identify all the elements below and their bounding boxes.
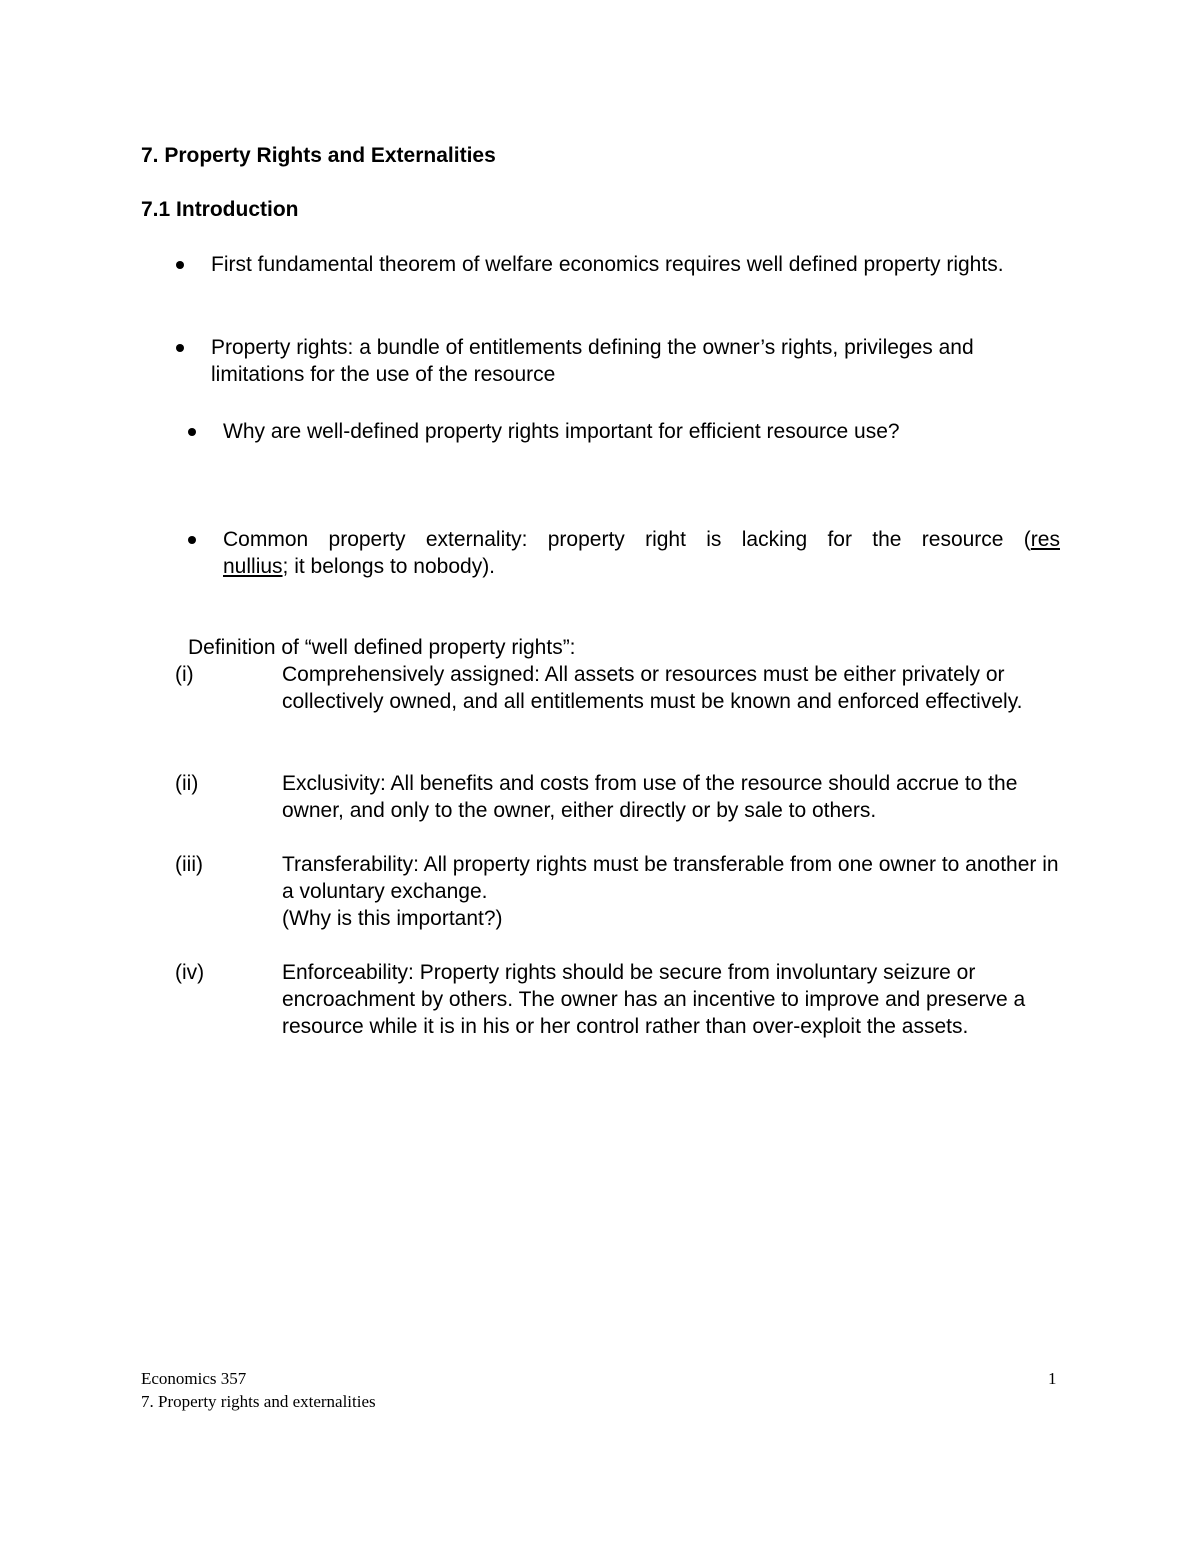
definition-number: (i) xyxy=(175,663,194,686)
word: for xyxy=(827,528,852,551)
word: externality: xyxy=(425,528,528,551)
bullet-icon xyxy=(188,536,196,544)
definition-text: Exclusivity: All benefits and costs from use of the resource should accrue to the owner, and only to the owner, either directly or by sale to others. xyxy=(282,772,1018,822)
definition-number: (ii) xyxy=(175,772,199,795)
bullet-text: First fundamental theorem of welfare economics requires well defined property rights. xyxy=(211,253,1004,276)
word: Common xyxy=(223,528,309,551)
section-heading: 7.1 Introduction xyxy=(141,198,299,221)
bullet-icon xyxy=(188,428,196,436)
definition-title: Definition of “well defined property rights”: xyxy=(188,636,576,659)
bullet-text-rest: ; it belongs to nobody). xyxy=(282,555,496,578)
word: property xyxy=(328,528,406,551)
word: lacking xyxy=(741,528,808,551)
bullet-text: Property rights: a bundle of entitlements defining the owner’s rights, privileges and limitations for the use of the resource xyxy=(211,336,974,386)
bullet-icon xyxy=(176,344,184,352)
word: right xyxy=(645,528,686,551)
word: the xyxy=(872,528,902,551)
definition-number: (iv) xyxy=(175,961,205,984)
chapter-heading: 7. Property Rights and Externalities xyxy=(141,144,496,167)
definition-text: Enforceability: Property rights should be secure from involuntary seizure or encroachment by others. The owner has an incentive to improve and preserve a resource while it is in his or her control rather than over-exploit the assets. xyxy=(282,961,1026,1038)
word: resource xyxy=(921,528,1004,551)
latin-term: nullius xyxy=(223,555,283,578)
bullet-text-line xyxy=(223,553,1060,580)
paren: ( xyxy=(1023,528,1031,551)
footer-chapter: 7. Property rights and externalities xyxy=(141,1392,376,1411)
bullet-text-line xyxy=(223,526,1060,553)
definition-text: Comprehensively assigned: All assets or resources must be either privately or collectively owned, and all entitlements must be known and enforced effectively. xyxy=(282,663,1023,713)
definition-text xyxy=(282,851,1062,932)
page-number: 1 xyxy=(1048,1369,1057,1388)
footer-course: Economics 357 xyxy=(141,1369,247,1388)
definition-number: (iii) xyxy=(175,853,203,876)
word xyxy=(1024,526,1060,553)
bullet-icon xyxy=(176,261,184,269)
word: is xyxy=(706,528,722,551)
word: property xyxy=(547,528,625,551)
definition-question: (Why is this important?) xyxy=(282,907,503,930)
bullet-text xyxy=(223,526,1060,580)
bullet-text: Why are well-defined property rights important for efficient resource use? xyxy=(223,420,900,443)
definition-text-line: Transferability: All property rights must be transferable from one owner to another in a voluntary exchange. xyxy=(282,853,1059,903)
latin-term: res xyxy=(1030,528,1060,551)
